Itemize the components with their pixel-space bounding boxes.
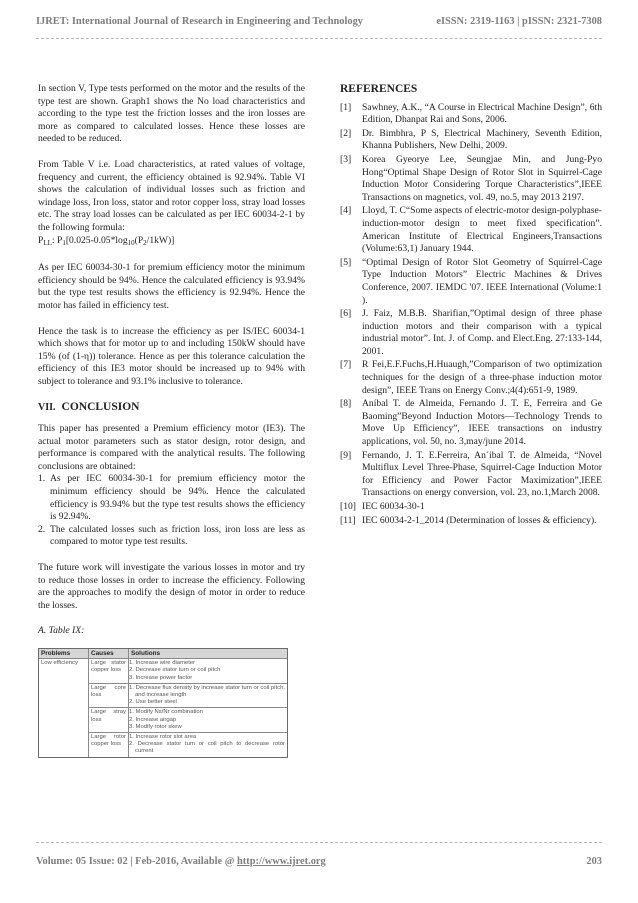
reference-item: [5] “Optimal Design of Rotor Slot Geometry of Squirrel-Cage Type Induction Motors” Electric Machines & Drives Conference, 2007. IEMDC '07. IEEE International (Volume:1 ). — [340, 256, 602, 306]
section-number: VII. — [38, 402, 56, 414]
paragraph-1: In section V, Type tests performed on the motor and the results of the type test are shown. Graph1 shows the No load characteristics and according to the type test the friction losses and the iron losses are more as compared to calculated losses. Hence these losses are needed to be reduced. — [38, 83, 305, 145]
conclusion-list — [38, 473, 305, 549]
paragraph-5: This paper has presented a Premium efficiency motor (IE3). The actual motor parameters such as stator design, rotor design, and performance is compared with the analytical results. The following conclusions are obtained: — [38, 423, 305, 472]
paragraph-2: From Table V i.e. Load characteristics, at rated values of voltage, frequency and current, the efficiency obtained is 92.94%. Table VI shows the calculation of individual losses such as friction and windage loss, Iron loss, stator and rotor copper loss, stray load losses etc. The stray load losses can be calculated as per IEC 60034-2-1 by the following formula: — [38, 158, 305, 233]
table-row: Large stray loss 1. Modify Ns/Nr combination 2. Increase airgap 3. Modify rotor skew — [89, 708, 287, 733]
paragraph-4: Hence the task is to increase the efficiency as per IS/IEC 60034-1 which shows that for motor up to and including 150kW should have 15% (of (1-η)) tolerance. Hence as per this tolerance calculation the efficiency of this IE3 motor should be increased up to 94% with subject to tolerance and 93.1% inclusive to tolerance. — [38, 325, 305, 387]
footer-volume: Volume: 05 Issue: 02 | Feb-2016, Available @ http://www.ijret.org — [36, 856, 326, 867]
table-body — [39, 659, 287, 756]
reference-item: [9] Fernando, J. T. E.Ferreira, An´ibal T. de Almeida, “Novel Multiflux Level Three-Phase, Squirrel-Cage Induction Motor for Efficiency and Power Factor Maximization”,IEEE Transactions on energy conversion, vol. 23, no.1,March 2008. — [340, 449, 602, 499]
references-list — [340, 102, 602, 528]
table-row: Large stator copper loss 1. Increase wire diameter 2. Decrease stator turn or coil pitch 3. Increase power factor — [89, 659, 287, 684]
paragraph-6: The future work will investigate the various losses in motor and try to reduce those losses in order to increase the efficiency. Following are the approaches to modify the design of motor in order to reduce the losses. — [38, 562, 305, 611]
footer-rule — [36, 842, 602, 843]
reference-item: [2] Dr. Bimbhra, P S, Electrical Machinery, Seventh Edition, Khanna Publishers, New Delhi, 2009. — [340, 127, 602, 152]
table-caption: A. Table IX: — [38, 625, 85, 637]
list-item: 2. The calculated losses such as friction loss, iron loss are less as compared to motor type test results. — [38, 523, 305, 548]
right-column — [340, 83, 602, 528]
reference-item: [1] Sawhney, A.K., “A Course in Electrical Machine Design”, 6th Edition, Dhanpat Rai and Sons, 2006. — [340, 101, 602, 126]
page-footer — [36, 842, 602, 872]
page-header — [36, 14, 602, 36]
reference-item: [11] IEC 60034-2-1_2014 (Determination of losses & efficiency). — [340, 514, 597, 526]
reference-item: [4] Lloyd, T. C“Some aspects of electric-motor design-polyphase-induction-motor design to meet fixed specification”. American Institute of Electrical Engineers,Transactions (Volume:63,1) January 1944. — [340, 205, 602, 255]
table-row: Large rotor copper loss 1. Increase rotor slot area 2. Decrease stator turn or coil pitch to decrease rotor current — [89, 733, 287, 757]
page-number: 203 — [586, 856, 602, 867]
reference-item: [3] Korea Gyeorye Lee, Seungjae Min, and Jung-Pyo Hong“Optimal Shape Design of Rotor Slot in Squirrel-Cage Induction Motor Considering Torque Characteristics”,IEEE Transactions on magnetics, vol. 49, no.5, may 2013 2197. — [340, 153, 602, 203]
reference-item: [7] R Fei,E.F.Fuchs,H.Huaugh,”Comparison of two optimization techniques for the design of a three-phase induction motor design”, IEEE Trans on Energy Conv.;4(4):651-9, 1989. — [340, 359, 602, 396]
issn-text: eISSN: 2319-1163 | pISSN: 2321-7308 — [436, 16, 602, 27]
header-rule — [36, 38, 602, 39]
table-ix — [38, 648, 288, 758]
journal-url-link[interactable]: http://www.ijret.org — [237, 856, 326, 867]
left-column — [38, 83, 305, 758]
conclusion-heading — [38, 401, 305, 415]
reference-item: [6] J. Faiz, M.B.B. Sharifian,”Optimal design of three phase induction motors and their comparison with a typical industrial motor”. Int. J. of Comp. and Elect.Eng. 27:133-144, 2001. — [340, 308, 602, 357]
reference-item: [10] IEC 60034-30-1 — [340, 501, 425, 512]
table-row: Large core loss 1. Decrease flux density by increase stator turn or coil pitch, and increase length 2. Use better steel — [89, 684, 287, 709]
stray-loss-formula: $P_{LL}$: $P_1[0.025-0.05*\log_{10}(P_2/1kW)]$ — [38, 234, 175, 247]
section-title: CONCLUSION — [61, 401, 140, 414]
references-heading: REFERENCES — [340, 83, 418, 95]
list-item: 1. As per IEC 60034-30-1 for premium efficiency motor the minimum efficiency should be 94%. Hence the calculated efficiency is 93.94% but the type test results shows the efficiency is 92.94%. — [38, 473, 305, 523]
paragraph-3: As per IEC 60034-30-1 for premium efficiency motor the minimum efficiency should be 94%. Hence the calculated efficiency is 93.94% but the type test results shows the efficiency is 92.94%. Hence the motor has failed in efficiency test. — [38, 262, 305, 311]
journal-title: IJRET: International Journal of Research in Engineering and Technology — [36, 16, 363, 27]
problem-cell: Low efficiency — [39, 659, 89, 756]
table-header-row: Problems Causes Solutions — [39, 649, 287, 659]
reference-item: [8] Aníbal T. de Almeida, Fernando J. T. E, Ferreira and Ge Baoming”Beyond Induction Motors—Technology Trends to Move Up Efficiency”, IEEE transactions on industry applications, vol. 50, no. 3,may/june 2014. — [340, 398, 602, 448]
